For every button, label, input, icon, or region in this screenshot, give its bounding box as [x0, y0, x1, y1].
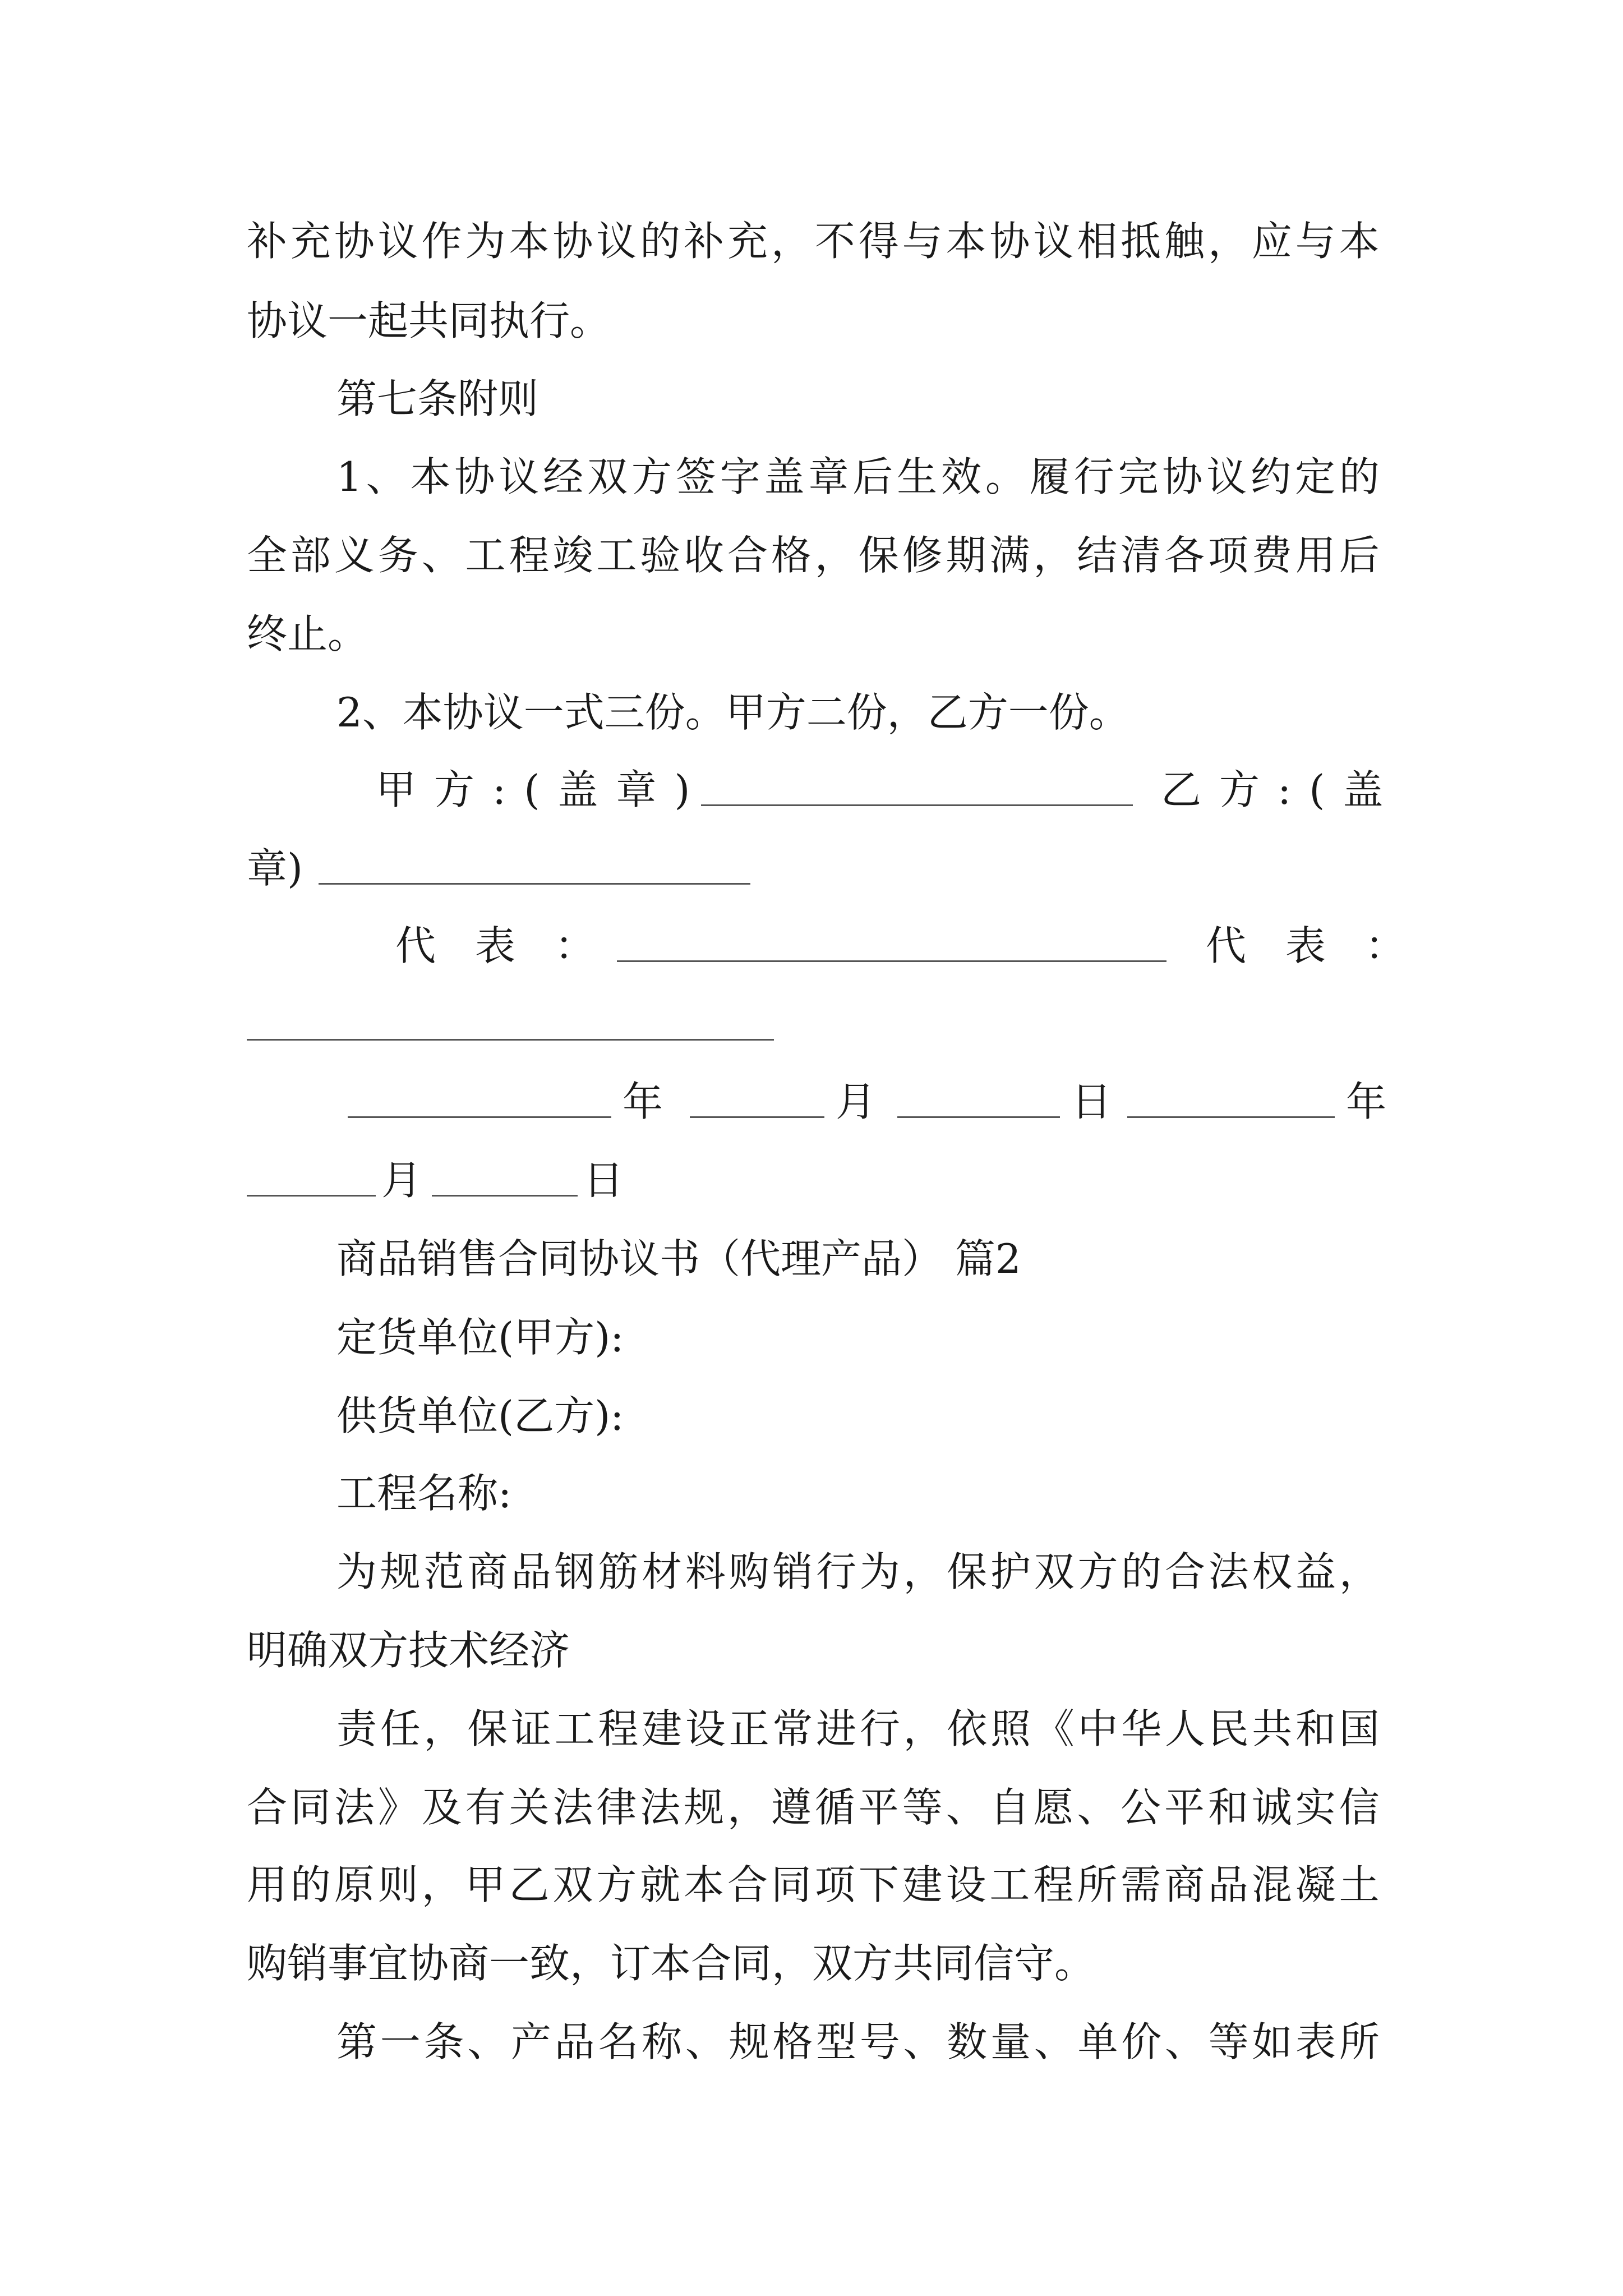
text: 第 一 条 、 产 品 名 称 、 规 格 型 号 、 数 量 、 单 价 、 等 如 表 所	[336, 2018, 1380, 2065]
date-a-year-blank	[348, 1082, 611, 1118]
paragraph-line: 协议一起共同执行。	[247, 297, 611, 344]
text: 责 任 ， 保 证 工 程 建 设 正 常 进 行 ， 依 照 《 中 华 人 民 共 和 国	[336, 1705, 1380, 1752]
party-b-seal-label: 乙方:(盖	[1161, 766, 1401, 813]
date-b-day-blank	[432, 1160, 578, 1197]
date-b-month-label: 月	[381, 1157, 422, 1204]
date-b-year-blank	[1127, 1082, 1335, 1118]
paragraph-line	[336, 1705, 1380, 1752]
party-b-seal-label-cont: 章)	[247, 845, 303, 892]
text: 用 的 原 则 ， 甲 乙 双 方 就 本 合 同 项 下 建 设 工 程 所 需 商 品 混 凝 土	[247, 1861, 1380, 1908]
date-a-day-label: 日	[1071, 1078, 1112, 1125]
section-title: 商品销售合同协议书（代理产品） 篇2	[336, 1235, 1021, 1282]
date-a-month-label: 月	[836, 1078, 877, 1125]
date-b-year-label: 年	[1346, 1078, 1387, 1125]
project-name-label: 工程名称:	[336, 1470, 512, 1517]
text: 补 充 协 议 作 为 本 协 议 的 补 充 ， 不 得 与 本 协 议 相 抵 触 ， 应 与 本	[247, 218, 1380, 265]
date-a-day-blank	[897, 1082, 1060, 1118]
paragraph-line	[247, 1784, 1380, 1831]
paragraph-line	[336, 1548, 1380, 1595]
article-line	[336, 2018, 1380, 2065]
party-b-seal-blank	[319, 848, 750, 885]
supplier-label: 供货单位(乙方):	[336, 1392, 624, 1439]
date-b-month-blank	[247, 1160, 376, 1197]
clause-line: 2、本协议一式三份。甲方二份，乙方一份。	[336, 689, 1129, 736]
party-a-rep-blank	[617, 926, 1166, 962]
paragraph-line: 购销事宜协商一致，订本合同，双方共同信守。	[247, 1940, 1095, 1987]
party-a-seal-blank	[701, 770, 1133, 806]
party-b-rep-blank	[247, 1004, 774, 1041]
party-a-seal-label: 甲方:(盖章)	[376, 766, 708, 813]
text: 全 部 义 务 、 工 程 竣 工 验 收 合 格 ， 保 修 期 满 ， 结 清 各 项 费 用 后	[247, 532, 1380, 579]
paragraph-line: 明确双方技术经济	[247, 1627, 570, 1674]
clause-line	[336, 453, 1380, 500]
paragraph-line	[247, 218, 1380, 265]
paragraph-line	[247, 1861, 1380, 1908]
text: 合 同 法 》 及 有 关 法 律 法 规 ， 遵 循 平 等 、 自 愿 、 公 平 和 诚 实 信	[247, 1784, 1380, 1831]
article-heading: 第七条附则	[336, 375, 539, 422]
text: 1 、 本 协 议 经 双 方 签 字 盖 章 后 生 效 。 履 行 完 协 议 约 定 的	[336, 453, 1380, 500]
party-a-rep-label: 代表：	[395, 922, 635, 969]
date-a-month-blank	[690, 1082, 824, 1118]
date-b-day-label: 日	[583, 1157, 624, 1204]
clause-line: 终止。	[247, 610, 368, 657]
date-a-year-label: 年	[623, 1078, 663, 1125]
text: 为 规 范 商 品 钢 筋 材 料 购 销 行 为 ， 保 护 双 方 的 合 法 权 益 ，	[336, 1548, 1380, 1595]
buyer-label: 定货单位(甲方):	[336, 1314, 624, 1361]
party-b-rep-label: 代表：	[1206, 922, 1445, 969]
clause-line	[247, 532, 1380, 579]
